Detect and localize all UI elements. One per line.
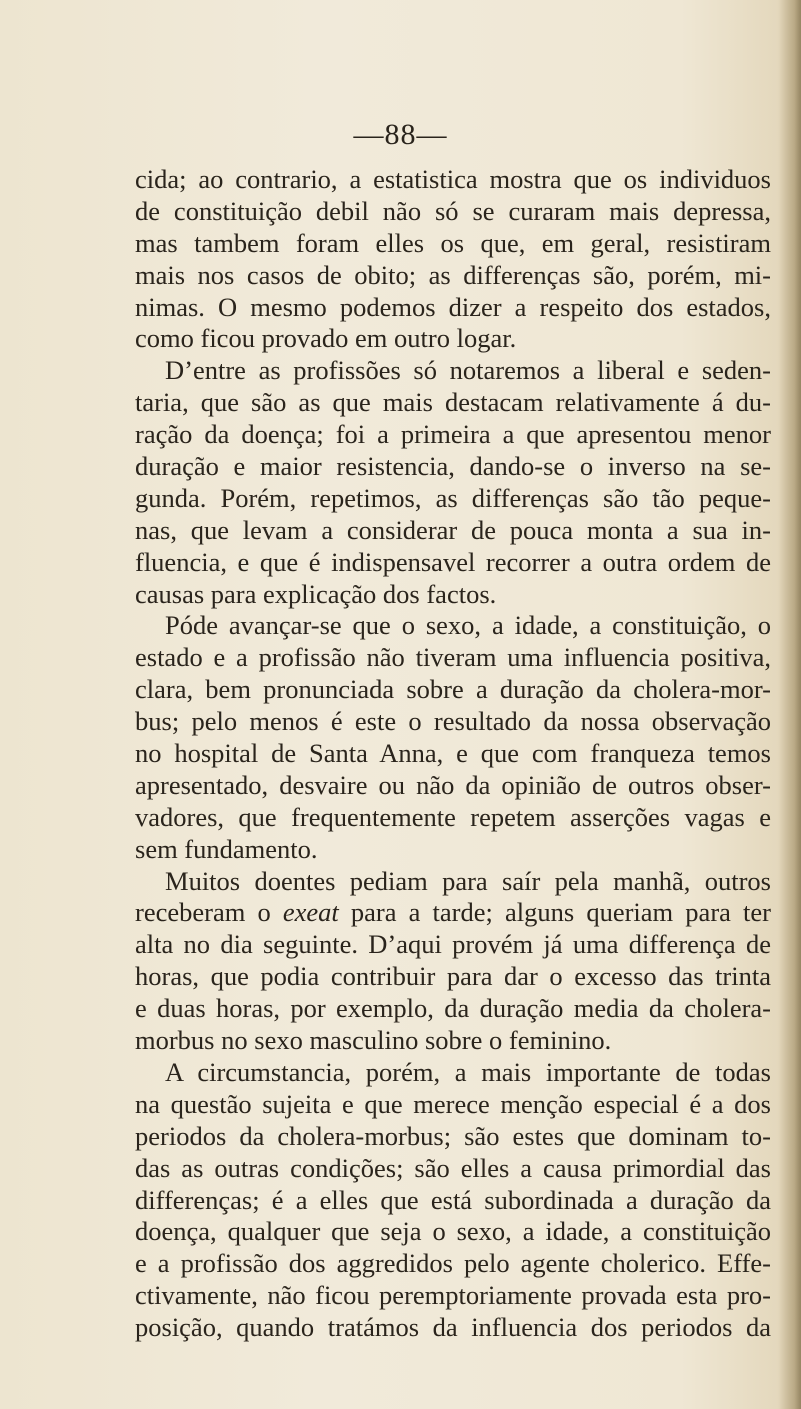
text-line: duração e maior resistencia, dando-se o inverso na se-	[135, 451, 771, 482]
text-line: sem fundamento.	[135, 833, 318, 864]
text-line: ração da doença; foi a primeira a que apresentou menor	[135, 419, 771, 450]
text-line: de constituição debil não só se curaram mais depressa,	[135, 195, 771, 226]
text-line: D’entre as profissões só notaremos a liberal e seden-	[165, 355, 771, 386]
body-text	[135, 164, 771, 1344]
text-line: estado e a profissão não tiveram uma influencia positiva,	[135, 642, 771, 673]
text-line: Muitos doentes pediam para saír pela manhã, outros	[165, 865, 771, 896]
text-line: vadores, que frequentemente repetem asserções vagas e	[135, 801, 771, 832]
text-line: nas, que levam a considerar de pouca monta a sua in-	[135, 514, 771, 545]
text-line: taria, que são as que mais destacam relativamente á du-	[135, 387, 771, 418]
text-line: das as outras condições; são elles a causa primordial das	[135, 1152, 771, 1183]
text-line: e a profissão dos aggredidos pelo agente cholerico. Effe-	[135, 1248, 771, 1279]
text-line: Póde avançar-se que o sexo, a idade, a constituição, o	[165, 610, 771, 641]
text-line: e duas horas, por exemplo, da duração media da cholera-	[135, 993, 771, 1024]
page-number: —88—	[353, 118, 448, 151]
text-line	[135, 897, 771, 929]
text-line: A circumstancia, porém, a mais importante de todas	[165, 1056, 771, 1087]
text-segment: para a tarde; alguns queriam para ter	[338, 897, 771, 928]
text-line: posição, quando tratámos da influencia dos periodos da	[135, 1312, 771, 1343]
text-segment: receberam o	[135, 897, 283, 928]
text-line: doença, qualquer que seja o sexo, a idade, a constituição	[135, 1216, 771, 1247]
text-line: horas, que podia contribuir para dar o excesso das trinta	[135, 961, 771, 992]
text-line: ctivamente, não ficou peremptoriamente provada esta pro-	[135, 1280, 771, 1311]
page-edge-shadow	[779, 0, 801, 1409]
text-line: mais nos casos de obito; as differenças são, porém, mi-	[135, 259, 771, 290]
text-line: cida; ao contrario, a estatistica mostra que os individuos	[135, 164, 771, 194]
text-line: fluencia, e que é indispensavel recorrer a outra ordem de	[135, 546, 771, 577]
text-line: bus; pelo menos é este o resultado da nossa observação	[135, 706, 771, 737]
text-line: apresentado, desvaire ou não da opinião de outros obser-	[135, 769, 771, 800]
text-line: periodos da cholera-morbus; são estes que dominam to-	[135, 1120, 771, 1151]
text-line: morbus no sexo masculino sobre o feminino.	[135, 1025, 612, 1056]
text-line: causas para explicação dos factos.	[135, 578, 497, 609]
text-line: na questão sujeita e que merece menção especial é a dos	[135, 1088, 771, 1119]
text-line: gunda. Porém, repetimos, as differenças são tão peque-	[135, 482, 771, 513]
text-line: no hospital de Santa Anna, e que com franqueza temos	[135, 738, 771, 769]
text-line: clara, bem pronunciada sobre a duração da cholera-mor-	[135, 674, 771, 705]
text-line: como ficou provado em outro logar.	[135, 323, 517, 354]
italic-term: exeat	[282, 897, 339, 928]
text-line: nimas. O mesmo podemos dizer a respeito dos estados,	[135, 291, 771, 322]
text-line: mas tambem foram elles os que, em geral, resistiram	[135, 227, 771, 258]
text-line: alta no dia seguinte. D’aqui provém já uma differença de	[135, 929, 771, 960]
text-line: differenças; é a elles que está subordinada a duração da	[135, 1184, 771, 1215]
